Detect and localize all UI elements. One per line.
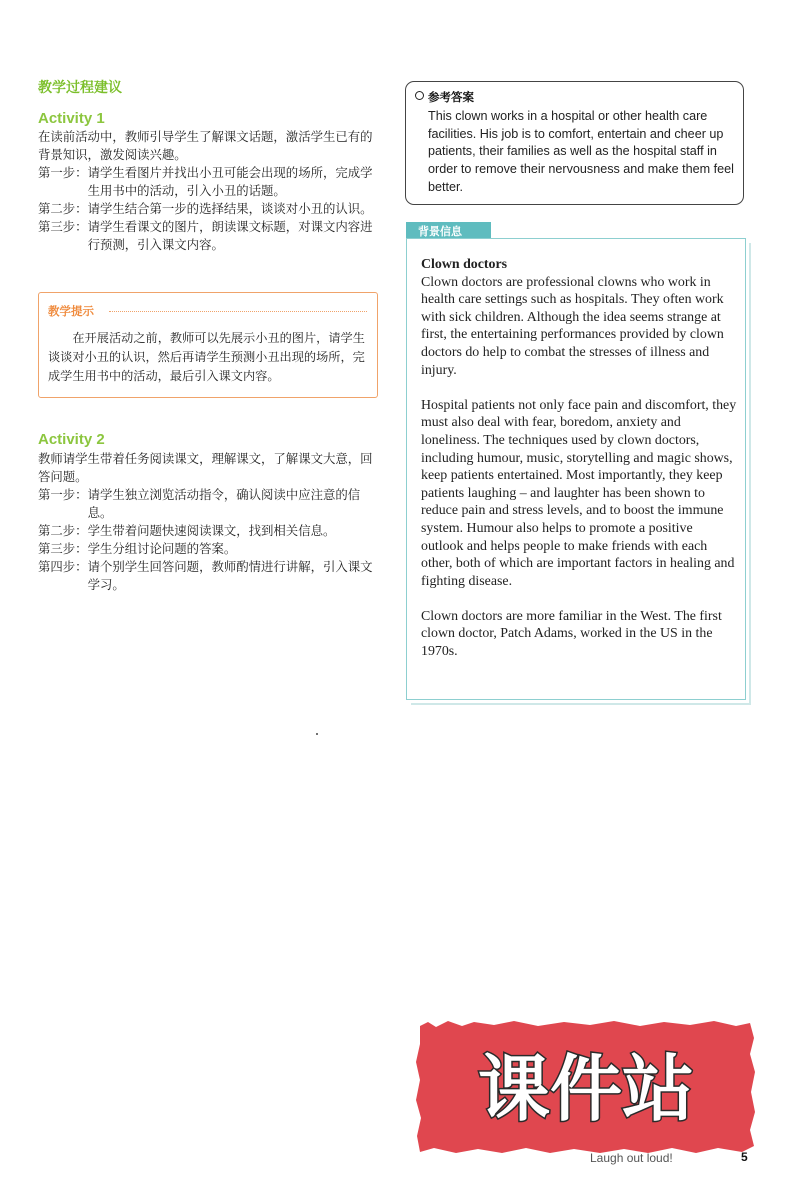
reference-answer-box <box>405 81 744 205</box>
background-info-content <box>421 256 737 678</box>
step-label: 第一步： <box>38 487 88 502</box>
step-label: 第三步： <box>38 541 88 556</box>
teaching-tip-body: 在开展活动之前，教师可以先展示小丑的图片，请学生谈谈对小丑的认识，然后再请学生预测小丑出现的场所，完成学生用书中的活动，最后引入课文内容。 <box>48 331 365 383</box>
running-title: Laugh out loud! <box>590 1151 673 1165</box>
background-info-tab-label: 背景信息 <box>418 225 462 238</box>
teaching-tip-box <box>38 292 378 398</box>
step-text: 请学生看图片并找出小丑可能会出现的场所，完成学生用书中的活动，引入小丑的话题。 <box>87 165 373 198</box>
activity-2-step-1 <box>38 486 383 522</box>
background-paragraph: Clown doctors are professional clowns who work in health care settings such as hospitals. They often work with sick children. Although the idea seems strange at first, the entertaining performances provided by clown doctors do help to combat the stresses of illness and injury. <box>421 274 724 378</box>
circle-bullet-icon <box>415 91 424 100</box>
step-text: 学生分组讨论问题的答案。 <box>87 541 237 556</box>
teaching-tip-title: 教学提示 <box>48 304 94 318</box>
background-heading: Clown doctors <box>421 257 508 272</box>
step-label: 第一步： <box>38 165 88 180</box>
stray-dot <box>316 733 318 735</box>
activity-1-step-2 <box>38 200 383 218</box>
step-label: 第四步： <box>38 559 88 574</box>
dotted-divider <box>109 311 367 312</box>
activity-1-body <box>38 128 383 254</box>
background-info-tab <box>406 222 491 238</box>
background-paragraph: Hospital patients not only face pain and discomfort, they must also deal with fear, boredom, anxiety and loneliness. The techniques used by clown doctors, including humour, music, storytelling and magic shows, keep patients entertained. Most importantly, they keep patients laughing – and laughter has been shown to reduce pain and stress levels, and to boost the immune system. Humour also helps to promote a positive outlook and helps people to make friends with each other, both of which are important factors in healing and fighting disease. <box>421 397 737 589</box>
step-label: 第三步： <box>38 219 88 234</box>
page-number: 5 <box>741 1150 748 1164</box>
reference-answer-title <box>415 89 474 105</box>
step-label: 第二步： <box>38 523 88 538</box>
step-text: 请个别学生回答问题，教师酌情进行讲解，引入课文学习。 <box>87 559 373 592</box>
step-text: 学生带着问题快速阅读课文，找到相关信息。 <box>87 523 336 538</box>
section-title: 教学过程建议 <box>38 80 122 96</box>
activity-2-step-4 <box>38 558 383 594</box>
step-text: 请学生结合第一步的选择结果，谈谈对小丑的认识。 <box>87 201 373 216</box>
reference-answer-body: This clown works in a hospital or other health care facilities. His job is to comfort, entertain and cheer up patients, their families as well as the hospital staff in order to remove their nervousness and make them feel better. <box>428 109 734 194</box>
activity-2-heading: Activity 2 <box>38 431 105 448</box>
watermark-stamp-icon <box>414 1018 758 1158</box>
activity-1-step-3 <box>38 218 383 254</box>
activity-1-heading: Activity 1 <box>38 110 105 127</box>
step-label: 第二步： <box>38 201 88 216</box>
activity-1-intro: 在读前活动中，教师引导学生了解课文话题，激活学生已有的背景知识，激发阅读兴趣。 <box>38 129 373 162</box>
activity-2-intro: 教师请学生带着任务阅读课文，理解课文，了解课文大意，回答问题。 <box>38 451 373 484</box>
watermark-text: 课件站 <box>477 1047 695 1131</box>
activity-2-body <box>38 450 383 594</box>
activity-2-step-3 <box>38 540 383 558</box>
activity-1-step-1 <box>38 164 383 200</box>
step-text: 请学生看课文的图片，朗读课文标题，对课文内容进行预测，引入课文内容。 <box>87 219 373 252</box>
reference-answer-title-text: 参考答案 <box>428 90 474 104</box>
activity-2-step-2 <box>38 522 383 540</box>
watermark-logo <box>414 1018 758 1158</box>
background-paragraph: Clown doctors are more familiar in the West. The first clown doctor, Patch Adams, worked in the US in the 1970s. <box>421 608 722 660</box>
step-text: 请学生独立浏览活动指令，确认阅读中应注意的信息。 <box>87 487 361 520</box>
